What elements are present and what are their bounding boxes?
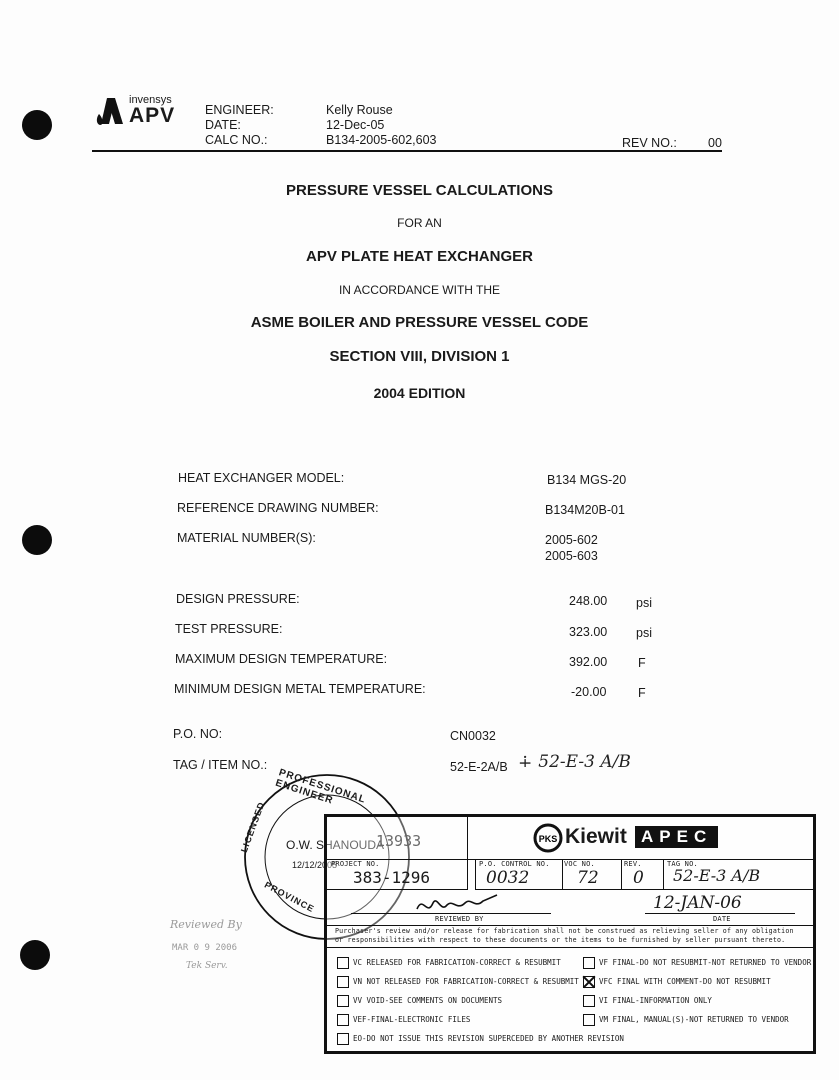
punch-hole [22, 525, 52, 555]
apv-logo-icon [93, 94, 129, 128]
stamp-divider [327, 947, 813, 948]
title-line-6: SECTION VIII, DIVISION 1 [329, 348, 510, 365]
brand-small: invensys [129, 94, 172, 106]
min-temp-unit: F [638, 686, 646, 700]
checkbox-vm[interactable] [583, 1014, 595, 1026]
design-pressure-label: DESIGN PRESSURE: [176, 592, 300, 606]
stamp-project-cell: PROJECT NO. 383-1296 [327, 859, 468, 890]
option-vf[interactable]: VF FINAL-DO NOT RESUBMIT-NOT RETURNED TO VENDOR [583, 957, 811, 969]
stamp-disclaimer: Purchaser's review and/or release for fabrication shall not be construed as relieving seller of any obligation or responsibilities with respect to these documents or the items to be furnished by seller pursuant thereto. [335, 927, 794, 944]
svg-text:PKS: PKS [538, 834, 558, 844]
checkbox-eo[interactable] [337, 1033, 349, 1045]
drawing-label: REFERENCE DRAWING NUMBER: [177, 501, 379, 515]
drawing-value: B134M20B-01 [545, 503, 625, 517]
stamp-tag-value: 52-E-3 A/B [673, 866, 761, 885]
brand-big: APV [129, 104, 176, 127]
model-label: HEAT EXCHANGER MODEL: [178, 471, 345, 485]
punch-hole [22, 110, 52, 140]
checkbox-vv[interactable] [337, 995, 349, 1007]
stamp-project-value: 383-1296 [353, 868, 431, 887]
option-vi[interactable]: VI FINAL-INFORMATION ONLY [583, 995, 712, 1007]
tag-label: TAG / ITEM NO.: [173, 758, 268, 772]
checkbox-vc[interactable] [337, 957, 349, 969]
header-rule [92, 150, 722, 152]
engineer-value: Kelly Rouse [326, 103, 393, 117]
stamp-reviewed-underline [351, 913, 551, 914]
tag-value: 52-E-2A/B [450, 760, 508, 774]
received-stamp-line-3: Tek Serv. [186, 961, 228, 971]
max-temp-unit: F [638, 656, 646, 670]
stamp-company: Kiewit [565, 825, 627, 848]
seal-number: 13933 [376, 832, 422, 850]
test-pressure-value: 323.00 [569, 625, 608, 639]
stamp-tag-cell: TAG NO. 52-E-3 A/B [663, 859, 813, 890]
po-value: CN0032 [450, 729, 496, 743]
design-pressure-unit: psi [636, 596, 652, 610]
stamp-apec: APEC [635, 826, 718, 848]
seal-name: O.W. SHANOUDA [286, 838, 385, 852]
min-temp-value: -20.00 [571, 685, 607, 699]
received-stamp [170, 918, 242, 971]
title-line-2: FOR AN [397, 216, 442, 230]
material-label: MATERIAL NUMBER(S): [177, 531, 316, 545]
material-value-2: 2005-603 [545, 549, 598, 563]
stamp-po-control-value: 0032 [486, 868, 530, 888]
test-pressure-unit: psi [636, 626, 652, 640]
title-line-4: IN ACCORDANCE WITH THE [338, 283, 501, 297]
stamp-po-control-cell: P.O. CONTROL NO. 0032 [475, 859, 563, 890]
received-stamp-line-1: Reviewed By [170, 918, 242, 931]
po-label: P.O. NO: [173, 727, 223, 741]
min-temp-label: MINIMUM DESIGN METAL TEMPERATURE: [174, 682, 426, 696]
received-stamp-line-2: MAR 0 9 2006 [172, 943, 238, 953]
tag-handwritten: ∔ 52-E-3 A/B [518, 752, 631, 772]
stamp-logo-area [467, 817, 813, 860]
stamp-voc-value: 72 [577, 868, 599, 888]
stamp-rev-cell: REV. 0 [621, 859, 664, 890]
checkbox-vn[interactable] [337, 976, 349, 988]
stamp-reviewed-label: REVIEWED BY [435, 915, 484, 923]
option-eo[interactable]: EO-DO NOT ISSUE THIS REVISION SUPERCEDED BY ANOTHER REVISION [337, 1033, 624, 1045]
seal-text-bottom: PROVINCE [262, 879, 317, 915]
checkbox-vfc-checked[interactable] [583, 976, 595, 988]
max-temp-label: MAXIMUM DESIGN TEMPERATURE: [175, 652, 388, 666]
title-line-7: 2004 EDITION [373, 385, 466, 401]
stamp-rev-value: 0 [633, 868, 644, 888]
company-logo [93, 94, 193, 130]
date-value: 12-Dec-05 [326, 118, 385, 132]
title-line-5: ASME BOILER AND PRESSURE VESSEL CODE [250, 314, 589, 331]
seal-text-top: PROFESSIONAL ENGINEER [273, 767, 368, 807]
seal-date: 12/12/2005 [292, 860, 338, 870]
punch-hole [20, 940, 50, 970]
option-vfc[interactable]: VFC FINAL WITH COMMENT-DO NOT RESUBMIT [583, 976, 771, 988]
calc-value: B134-2005-602,603 [326, 133, 437, 147]
checkbox-vef[interactable] [337, 1014, 349, 1026]
stamp-voc-cell: VOC NO. 72 [561, 859, 622, 890]
stamp-reviewed-cell [327, 889, 813, 926]
material-value-1: 2005-602 [545, 533, 598, 547]
stamp-date-value: 12-JAN-06 [653, 893, 742, 913]
stamp-date-label: DATE [713, 915, 731, 923]
model-value: B134 MGS-20 [547, 473, 627, 487]
test-pressure-label: TEST PRESSURE: [175, 622, 283, 636]
option-vm[interactable]: VM FINAL, MANUAL(S)-NOT RETURNED TO VENDOR [583, 1014, 789, 1026]
design-pressure-value: 248.00 [569, 594, 608, 608]
option-vc[interactable]: VC RELEASED FOR FABRICATION-CORRECT & RESUBMIT [337, 957, 561, 969]
seal-text-left: LICENSED [238, 800, 267, 854]
engineer-label: ENGINEER: [205, 103, 274, 117]
option-vef[interactable]: VEF-FINAL-ELECTRONIC FILES [337, 1014, 470, 1026]
title-line-1: PRESSURE VESSEL CALCULATIONS [286, 182, 553, 199]
review-stamp [324, 814, 816, 1054]
rev-label: REV NO.: [622, 136, 677, 150]
rev-value: 00 [708, 136, 722, 150]
checkbox-vf[interactable] [583, 957, 595, 969]
option-vv[interactable]: VV VOID-SEE COMMENTS ON DOCUMENTS [337, 995, 502, 1007]
date-label: DATE: [205, 118, 241, 132]
stamp-date-underline [645, 913, 795, 914]
kiewit-logo-icon [533, 823, 563, 853]
calc-label: CALC NO.: [205, 133, 268, 147]
checkbox-vi[interactable] [583, 995, 595, 1007]
stamp-seal-area [327, 817, 468, 860]
option-vn[interactable]: VN NOT RELEASED FOR FABRICATION-CORRECT & RESUBMIT [337, 976, 579, 988]
title-line-3: APV PLATE HEAT EXCHANGER [306, 248, 533, 265]
max-temp-value: 392.00 [569, 655, 608, 669]
